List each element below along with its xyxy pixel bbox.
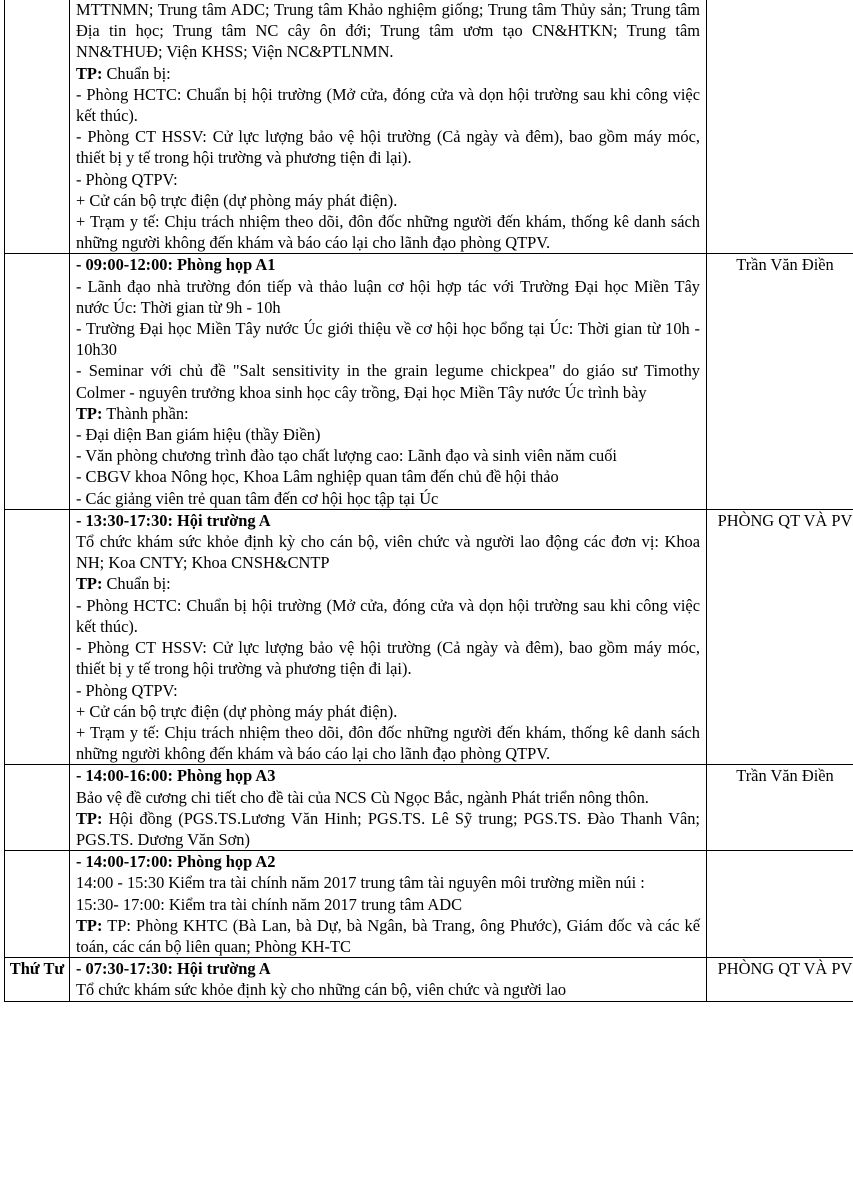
participants-text: Hội đồng (PGS.TS.Lương Văn Hinh; PGS.TS. Lê Sỹ trung; PGS.TS. Đào Thanh Vân; PGS.TS. Dương Văn Sơn) bbox=[76, 808, 700, 849]
responsible-cell: PHÒNG QT VÀ PV bbox=[707, 509, 853, 764]
content-cell bbox=[70, 254, 707, 509]
schedule-row bbox=[5, 851, 853, 958]
content-line: + Trạm y tế: Chịu trách nhiệm theo dõi, đôn đốc những người đến khám, thống kê danh sách những người không đến khám và báo cáo lại cho lãnh đạo phòng QTPV. bbox=[76, 212, 700, 253]
participants-text: TP: Phòng KHTC (Bà Lan, bà Dự, bà Ngân, bà Trang, ông Phước), Giám đốc và các kế toán, các cán bộ liên quan; Phòng KH-TC bbox=[76, 915, 700, 956]
content-line: 15:30- 17:00: Kiểm tra tài chính năm 2017 trung tâm ADC bbox=[76, 894, 463, 914]
content-line: - CBGV khoa Nông học, Khoa Lâm nghiệp quan tâm đến chủ đề hội thảo bbox=[76, 467, 559, 487]
content-line: + Trạm y tế: Chịu trách nhiệm theo dõi, đôn đốc những người đến khám, thống kê danh sách những người không đến khám và báo cáo lại cho lãnh đạo phòng QTPV. bbox=[76, 722, 700, 764]
schedule-row bbox=[5, 254, 853, 509]
content-line: 14:00 - 15:30 Kiểm tra tài chính năm 2017 trung tâm tài nguyên môi trường miền núi : bbox=[76, 873, 645, 893]
schedule-table bbox=[4, 0, 853, 1002]
participants-line bbox=[76, 808, 700, 850]
schedule-row bbox=[5, 0, 853, 254]
day-cell bbox=[5, 509, 70, 764]
participants-text: Chuẩn bị: bbox=[102, 574, 171, 594]
schedule-row bbox=[5, 509, 853, 764]
participants-label: TP: bbox=[76, 403, 103, 423]
responsible-cell: Trần Văn Điền bbox=[707, 765, 853, 851]
session-heading: - 14:00-17:00: Phòng họp A2 bbox=[76, 852, 276, 872]
participants-text: Chuẩn bị: bbox=[102, 63, 171, 83]
participants-line bbox=[76, 63, 700, 84]
participants-label: TP: bbox=[76, 63, 103, 83]
day-cell bbox=[5, 765, 70, 851]
content-cell bbox=[70, 0, 707, 254]
content-line: - Phòng CT HSSV: Cử lực lượng bảo vệ hội trường (Cả ngày và đêm), bao gồm máy móc, thiết bị y tế trong hội trường và phương tiện đi lại). bbox=[76, 638, 700, 679]
schedule-row bbox=[5, 958, 853, 1001]
participants-label: TP: bbox=[76, 808, 103, 828]
content-cell bbox=[70, 765, 707, 851]
content-line: MTTNMN; Trung tâm ADC; Trung tâm Khảo nghiệm giống; Trung tâm Thủy sản; Trung tâm Địa tin học; Trung tâm NC cây ôn đới; Trung tâm ươm tạo CN&HTKN; Trung tâm NN&THUĐ; Viện KHSS; Viện NC&PTLNMN. bbox=[76, 0, 700, 62]
content-line: - Văn phòng chương trình đào tạo chất lượng cao: Lãnh đạo và sinh viên năm cuối bbox=[76, 446, 617, 466]
content-line: - Các giảng viên trẻ quan tâm đến cơ hội học tập tại Úc bbox=[76, 488, 439, 508]
schedule-row bbox=[5, 765, 853, 851]
content-line: - Phòng HCTC: Chuẩn bị hội trường (Mở cửa, đóng cửa và dọn hội trường sau khi công việc kết thúc). bbox=[76, 84, 700, 126]
content-line: + Cử cán bộ trực điện (dự phòng máy phát điện). bbox=[76, 190, 398, 210]
day-cell: Thứ Tư bbox=[5, 958, 70, 1001]
content-line: - Đại diện Ban giám hiệu (thầy Điền) bbox=[76, 425, 321, 445]
session-heading: - 13:30-17:30: Hội trường A bbox=[76, 510, 271, 530]
content-line: - Lãnh đạo nhà trường đón tiếp và thảo luận cơ hội hợp tác với Trường Đại học Miền Tây nước Úc: Thời gian từ 9h - 10h bbox=[76, 276, 700, 317]
content-line: Tổ chức khám sức khỏe định kỳ cho những cán bộ, viên chức và người lao bbox=[76, 980, 567, 1000]
session-heading: - 14:00-16:00: Phòng họp A3 bbox=[76, 766, 276, 786]
content-line: - Phòng CT HSSV: Cử lực lượng bảo vệ hội trường (Cả ngày và đêm), bao gồm máy móc, thiết bị y tế trong hội trường và phương tiện đi lại). bbox=[76, 127, 700, 168]
participants-label: TP: bbox=[76, 574, 103, 594]
responsible-cell: Trần Văn Điền bbox=[707, 254, 853, 509]
participants-text: Thành phần: bbox=[102, 403, 189, 423]
participants-label: TP: bbox=[76, 915, 103, 935]
schedule-page bbox=[4, 0, 853, 1002]
responsible-cell bbox=[707, 0, 853, 254]
day-cell bbox=[5, 851, 70, 958]
content-line: - Phòng QTPV: bbox=[76, 169, 178, 189]
responsible-cell bbox=[707, 851, 853, 958]
content-line: - Trường Đại học Miền Tây nước Úc giới thiệu về cơ hội học bổng tại Úc: Thời gian từ 10h - 10h30 bbox=[76, 319, 700, 360]
session-heading: - 07:30-17:30: Hội trường A bbox=[76, 959, 271, 979]
participants-line bbox=[76, 403, 700, 424]
content-line: - Seminar với chủ đề "Salt sensitivity in the grain legume chickpea" do giáo sư Timothy Colmer - nguyên trưởng khoa sinh học cây trồng, Đại học Miền Tây nước Úc trình bày bbox=[76, 361, 700, 402]
content-line: Tổ chức khám sức khỏe định kỳ cho cán bộ, viên chức và người lao động các đơn vị: Khoa NH; Koa CNTY; Khoa CNSH&CNTP bbox=[76, 532, 700, 573]
content-cell bbox=[70, 958, 707, 1001]
participants-line bbox=[76, 573, 700, 594]
content-cell bbox=[70, 509, 707, 764]
participants-line bbox=[76, 915, 700, 957]
day-cell bbox=[5, 254, 70, 509]
content-line: - Phòng HCTC: Chuẩn bị hội trường (Mở cửa, đóng cửa và dọn hội trường sau khi công việc kết thúc). bbox=[76, 595, 700, 636]
content-line: - Phòng QTPV: bbox=[76, 680, 178, 700]
day-cell bbox=[5, 0, 70, 254]
content-cell bbox=[70, 851, 707, 958]
responsible-cell: PHÒNG QT VÀ PV bbox=[707, 958, 853, 1001]
content-line: Bảo vệ đề cương chi tiết cho đề tài của NCS Cù Ngọc Bắc, ngành Phát triển nông thôn. bbox=[76, 787, 649, 807]
content-line: + Cử cán bộ trực điện (dự phòng máy phát điện). bbox=[76, 701, 398, 721]
session-heading: - 09:00-12:00: Phòng họp A1 bbox=[76, 255, 276, 275]
